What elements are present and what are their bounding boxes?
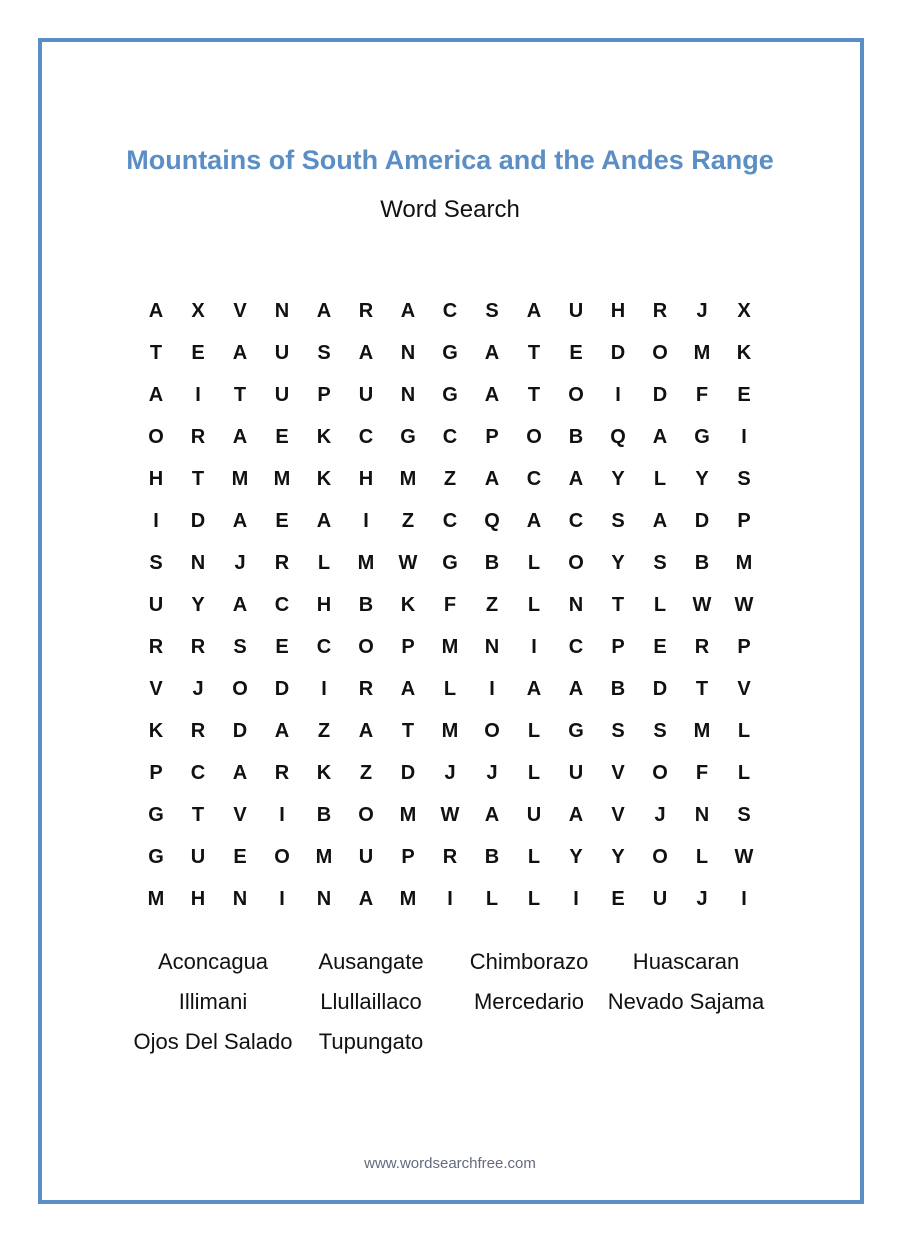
grid-letter: M [441,635,459,658]
grid-letter: M [147,887,165,910]
grid-letter: Y [695,467,709,490]
grid-letter: Y [569,845,583,868]
grid-letter: P [317,383,331,406]
grid-letter: K [400,593,416,616]
grid-letter: T [527,383,541,406]
grid-letter: P [401,635,415,658]
grid-letter: N [316,887,332,910]
grid-letter: B [484,845,500,868]
grid-letter: L [695,845,709,868]
grid-letter: P [401,845,415,868]
grid-letter: G [568,719,584,742]
grid-letter: W [692,593,712,616]
grid-letter: L [737,719,751,742]
grid-letter: A [484,467,500,490]
grid-letter: W [734,845,754,868]
grid-letter: F [695,761,709,784]
grid-letter: V [611,803,625,826]
grid-letter: S [485,299,499,322]
grid-letter: O [484,719,500,742]
grid-letter: P [149,761,163,784]
grid-letter: A [274,719,290,742]
grid-letter: K [316,761,332,784]
grid-letter: E [611,887,625,910]
grid-letter: O [274,845,290,868]
grid-letter: H [190,887,206,910]
grid-letter: D [400,761,416,784]
grid-letter: J [192,677,204,700]
grid-letter: Z [317,719,331,742]
grid-letter: T [611,593,625,616]
grid-letter: A [400,677,416,700]
grid-letter: P [737,509,751,532]
grid-letter: U [274,383,290,406]
grid-letter: I [279,887,285,910]
grid-letter: U [274,341,290,364]
grid-letter: U [652,887,668,910]
grid-letter: J [654,803,666,826]
grid-letter: L [653,593,667,616]
grid-letter: A [652,509,668,532]
grid-letter: W [398,551,418,574]
grid-letter: C [274,593,290,616]
puzzle-subtitle: Word Search [380,196,520,223]
grid-letter: O [652,341,668,364]
grid-letter: R [274,551,290,574]
grid-letter: S [737,803,751,826]
grid-letter: E [275,509,289,532]
grid-letter: S [611,719,625,742]
grid-letter: D [190,509,206,532]
grid-letter: L [737,761,751,784]
grid-letter: Q [484,509,500,532]
grid-letter: B [316,803,332,826]
grid-letter: P [485,425,499,448]
grid-letter: M [693,341,711,364]
grid-letter: M [273,467,291,490]
grid-letter: E [191,341,205,364]
grid-letter: H [358,467,374,490]
grid-letter: U [568,761,584,784]
grid-letter: X [737,299,751,322]
grid-letter: I [153,509,159,532]
grid-letter: R [190,635,206,658]
grid-letter: A [484,383,500,406]
grid-letter: Z [359,761,373,784]
grid-letter: T [401,719,415,742]
grid-letter: D [610,341,626,364]
grid-letter: C [442,425,458,448]
grid-letter: M [231,467,249,490]
grid-letter: G [148,845,164,868]
grid-letter: U [358,383,374,406]
grid-letter: U [190,845,206,868]
grid-letter: E [233,845,247,868]
grid-letter: N [400,341,416,364]
grid-letter: A [484,341,500,364]
word-list-item: Tupungato [318,1029,424,1054]
grid-letter: R [274,761,290,784]
grid-letter: K [736,341,752,364]
grid-letter: Z [443,467,457,490]
grid-letter: F [695,383,709,406]
grid-letter: T [233,383,247,406]
grid-letter: D [274,677,290,700]
grid-letter: M [399,467,417,490]
word-list-item: Ojos Del Salado [133,1029,293,1054]
grid-letter: E [653,635,667,658]
grid-letter: B [610,677,626,700]
grid-letter: I [741,425,747,448]
grid-letter: M [357,551,375,574]
grid-letter: U [568,299,584,322]
grid-letter: T [527,341,541,364]
grid-letter: A [148,299,164,322]
grid-letter: A [568,467,584,490]
grid-letter: A [148,383,164,406]
grid-letter: A [358,341,374,364]
grid-letter: C [190,761,206,784]
grid-letter: A [568,803,584,826]
grid-letter: K [316,425,332,448]
grid-letter: K [316,467,332,490]
grid-letter: O [358,803,374,826]
grid-letter: L [653,467,667,490]
grid-letter: A [358,887,374,910]
grid-letter: J [696,299,708,322]
grid-letter: A [232,761,248,784]
grid-letter: F [443,593,457,616]
grid-letter: C [442,509,458,532]
grid-letter: O [358,635,374,658]
grid-letter: G [442,341,458,364]
grid-letter: S [149,551,163,574]
grid-letter: I [363,509,369,532]
grid-letter: Y [611,845,625,868]
grid-letter: A [400,299,416,322]
grid-letter: Y [611,467,625,490]
grid-letter: I [531,635,537,658]
grid-letter: M [315,845,333,868]
grid-letter: A [316,509,332,532]
grid-letter: N [274,299,290,322]
grid-letter: J [696,887,708,910]
grid-letter: H [148,467,164,490]
grid-letter: L [485,887,499,910]
grid-letter: U [358,845,374,868]
word-list-item: Chimborazo [469,949,589,974]
grid-letter: I [195,383,201,406]
grid-letter: P [737,635,751,658]
grid-letter: H [316,593,332,616]
grid-letter: O [526,425,542,448]
grid-letter: T [191,803,205,826]
grid-letter: C [568,635,584,658]
word-list-item: Mercedario [473,989,585,1014]
grid-letter: N [694,803,710,826]
grid-letter: M [399,887,417,910]
grid-letter: V [149,677,163,700]
grid-letter: C [358,425,374,448]
grid-letter: I [489,677,495,700]
grid-letter: C [316,635,332,658]
grid-letter: A [652,425,668,448]
grid-letter: U [526,803,542,826]
grid-letter: L [527,761,541,784]
grid-letter: V [737,677,751,700]
grid-letter: A [316,299,332,322]
grid-letter: E [275,425,289,448]
grid-letter: G [442,383,458,406]
grid-letter: T [191,467,205,490]
grid-letter: G [694,425,710,448]
puzzle-title: Mountains of South America and the Andes Range [126,145,774,175]
grid-letter: L [443,677,457,700]
grid-letter: I [321,677,327,700]
grid-letter: D [232,719,248,742]
grid-letter: A [232,341,248,364]
grid-letter: Q [610,425,626,448]
grid-letter: J [444,761,456,784]
grid-letter: Y [611,551,625,574]
grid-letter: I [279,803,285,826]
grid-letter: Y [191,593,205,616]
grid-letter: N [232,887,248,910]
grid-letter: O [148,425,164,448]
grid-letter: A [526,677,542,700]
grid-letter: C [442,299,458,322]
grid-letter: K [148,719,164,742]
grid-letter: E [569,341,583,364]
grid-letter: V [611,761,625,784]
grid-letter: L [527,845,541,868]
grid-letter: R [358,299,374,322]
grid-letter: H [610,299,626,322]
grid-letter: D [694,509,710,532]
grid-letter: R [190,719,206,742]
grid-letter: B [568,425,584,448]
grid-letter: L [527,719,541,742]
grid-letter: N [484,635,500,658]
grid-letter: Z [401,509,415,532]
grid-letter: S [611,509,625,532]
grid-letter: W [440,803,460,826]
grid-letter: E [275,635,289,658]
grid-letter: J [234,551,246,574]
grid-letter: W [734,593,754,616]
grid-letter: A [232,593,248,616]
grid-letter: S [233,635,247,658]
word-list-item: Illimani [178,989,248,1014]
grid-letter: I [573,887,579,910]
grid-letter: S [737,467,751,490]
word-list-item: Aconcagua [157,949,269,974]
grid-letter: C [568,509,584,532]
letter-grid [135,290,765,920]
grid-letter: N [400,383,416,406]
grid-letter: S [653,551,667,574]
grid-letter: P [611,635,625,658]
grid-letter: C [526,467,542,490]
grid-letter: A [526,509,542,532]
grid-letter: L [527,551,541,574]
grid-letter: D [652,677,668,700]
grid-letter: S [317,341,331,364]
grid-letter: A [484,803,500,826]
word-list-item: Nevado Sajama [607,989,765,1014]
grid-letter: R [358,677,374,700]
grid-letter: M [399,803,417,826]
grid-letter: L [317,551,331,574]
grid-letter: M [693,719,711,742]
grid-letter: V [233,299,247,322]
grid-letter: O [232,677,248,700]
grid-letter: X [191,299,205,322]
grid-letter: B [694,551,710,574]
grid-letter: I [741,887,747,910]
grid-letter: M [735,551,753,574]
grid-letter: R [694,635,710,658]
grid-letter: B [358,593,374,616]
grid-letter: O [568,551,584,574]
grid-letter: S [653,719,667,742]
grid-letter: O [652,761,668,784]
grid-letter: T [149,341,163,364]
grid-letter: G [400,425,416,448]
grid-letter: A [568,677,584,700]
footer-url: www.wordsearchfree.com [364,1155,536,1172]
grid-letter: A [526,299,542,322]
grid-letter: B [484,551,500,574]
grid-letter: D [652,383,668,406]
word-list-item: Llullaillaco [320,989,422,1014]
grid-letter: L [527,887,541,910]
grid-letter: O [568,383,584,406]
grid-letter: O [652,845,668,868]
grid-letter: R [442,845,458,868]
grid-letter: L [527,593,541,616]
grid-letter: I [615,383,621,406]
grid-letter: A [232,425,248,448]
grid-letter: T [695,677,709,700]
grid-letter: R [190,425,206,448]
grid-letter: I [447,887,453,910]
grid-letter: R [652,299,668,322]
word-list-item: Huascaran [632,949,740,974]
grid-letter: V [233,803,247,826]
grid-letter: R [148,635,164,658]
grid-letter: N [190,551,206,574]
grid-letter: J [486,761,498,784]
grid-letter: M [441,719,459,742]
word-list-item: Ausangate [318,949,424,974]
grid-letter: G [442,551,458,574]
grid-letter: Z [485,593,499,616]
grid-letter: U [148,593,164,616]
grid-letter: A [358,719,374,742]
grid-letter: N [568,593,584,616]
grid-letter: E [737,383,751,406]
grid-letter: A [232,509,248,532]
grid-letter: G [148,803,164,826]
